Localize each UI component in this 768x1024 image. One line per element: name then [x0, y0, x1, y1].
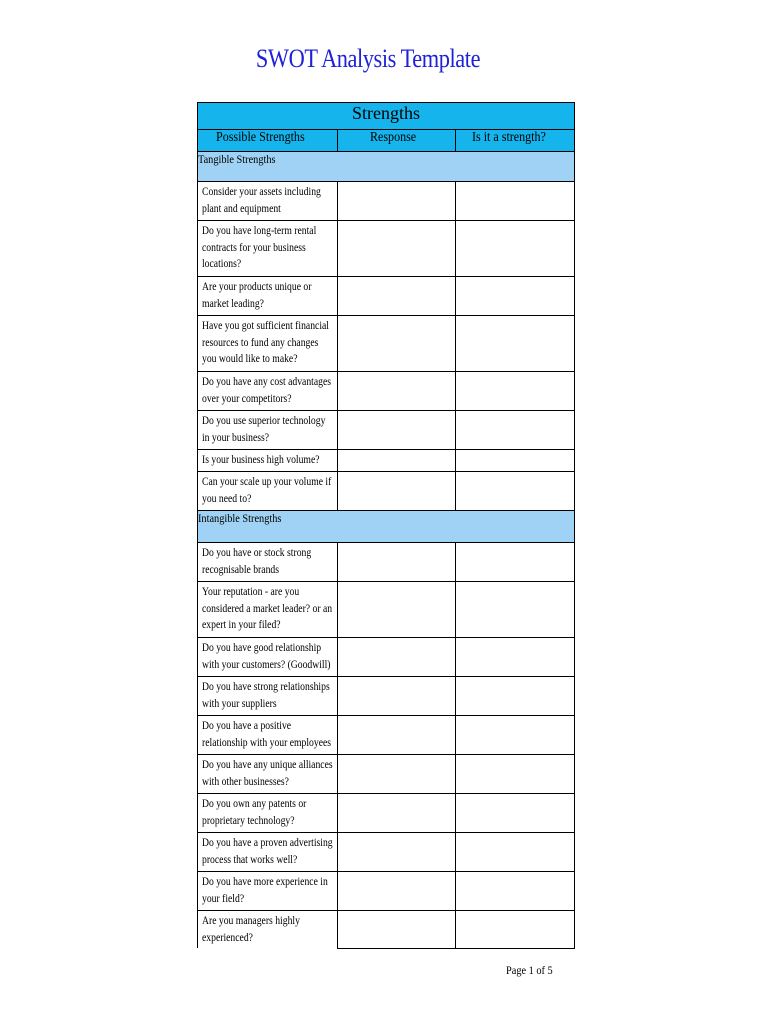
- table-row: [198, 411, 575, 450]
- table-row: [198, 872, 575, 911]
- question-text: Do you have or stock strong recognisable brands: [202, 547, 312, 576]
- column-header-label: Is it a strength?: [472, 130, 546, 145]
- response-cell[interactable]: [338, 677, 456, 716]
- group-label: [198, 152, 575, 182]
- response-cell[interactable]: [338, 794, 456, 833]
- column-header-is-strength: [456, 130, 575, 152]
- question-text: Can your scale up your volume if you need to?: [202, 476, 332, 505]
- question-cell: [198, 716, 338, 755]
- question-cell: [198, 277, 338, 316]
- section-header-row: [198, 103, 575, 130]
- question-text: Do you have a positive relationship with your employees: [202, 720, 332, 749]
- response-cell[interactable]: [338, 911, 456, 949]
- question-cell: [198, 411, 338, 450]
- table-row: [198, 582, 575, 638]
- group-label-text: Intangible Strengths: [198, 511, 282, 525]
- response-cell[interactable]: [338, 716, 456, 755]
- question-text: Do you have any unique alliances with other businesses?: [202, 759, 333, 788]
- table-row: [198, 833, 575, 872]
- is-strength-cell[interactable]: [456, 833, 575, 872]
- is-strength-cell[interactable]: [456, 221, 575, 277]
- document-title: SWOT Analysis Template: [255, 44, 481, 73]
- question-cell: [198, 316, 338, 372]
- is-strength-cell[interactable]: [456, 716, 575, 755]
- is-strength-cell[interactable]: [456, 755, 575, 794]
- response-cell[interactable]: [338, 543, 456, 582]
- question-cell: [198, 872, 338, 911]
- question-text: Are your products unique or market leading?: [202, 281, 312, 310]
- table-row: [198, 716, 575, 755]
- is-strength-cell[interactable]: [456, 638, 575, 677]
- section-title: Strengths: [198, 103, 575, 130]
- question-cell: [198, 372, 338, 411]
- question-cell: [198, 543, 338, 582]
- column-header-row: [198, 130, 575, 152]
- column-header-response: [338, 130, 456, 152]
- is-strength-cell[interactable]: [456, 450, 575, 472]
- swot-strengths-table: [197, 102, 575, 949]
- question-cell: [198, 450, 338, 472]
- is-strength-cell[interactable]: [456, 543, 575, 582]
- table-row: [198, 911, 575, 949]
- response-cell[interactable]: [338, 582, 456, 638]
- is-strength-cell[interactable]: [456, 182, 575, 221]
- response-cell[interactable]: [338, 872, 456, 911]
- question-cell: [198, 582, 338, 638]
- question-text: Is your business high volume?: [202, 454, 320, 466]
- question-text: Consider your assets including plant and equipment: [202, 186, 321, 215]
- response-cell[interactable]: [338, 221, 456, 277]
- question-text: Are you managers highly experienced?: [202, 915, 300, 944]
- question-text: Do you have any cost advantages over your competitors?: [202, 376, 332, 405]
- response-cell[interactable]: [338, 277, 456, 316]
- response-cell[interactable]: [338, 472, 456, 511]
- question-cell: [198, 221, 338, 277]
- question-text: Do you have a proven advertising process that works well?: [202, 837, 333, 866]
- is-strength-cell[interactable]: [456, 911, 575, 949]
- response-cell[interactable]: [338, 833, 456, 872]
- table-row: [198, 472, 575, 511]
- is-strength-cell[interactable]: [456, 316, 575, 372]
- question-cell: [198, 833, 338, 872]
- table-row: [198, 543, 575, 582]
- table-row: [198, 372, 575, 411]
- column-header-label: Possible Strengths: [215, 130, 305, 145]
- is-strength-cell[interactable]: [456, 794, 575, 833]
- group-label-text: Tangible Strengths: [198, 152, 276, 166]
- is-strength-cell[interactable]: [456, 472, 575, 511]
- question-cell: [198, 755, 338, 794]
- question-text: Do you own any patents or proprietary technology?: [202, 798, 307, 827]
- question-cell: [198, 794, 338, 833]
- table-row: [198, 221, 575, 277]
- question-cell: [198, 472, 338, 511]
- column-header-possible-strengths: [198, 130, 338, 152]
- question-text: Do you use superior technology in your business?: [202, 415, 326, 444]
- response-cell[interactable]: [338, 638, 456, 677]
- question-text: Do you have long-term rental contracts for your business locations?: [202, 225, 317, 270]
- group-row-intangible: [198, 511, 575, 543]
- question-text: Do you have good relationship with your customers? (Goodwill): [202, 642, 331, 671]
- question-text: Do you have strong relationships with your suppliers: [202, 681, 330, 710]
- question-text: Do you have more experience in your field?: [202, 876, 328, 905]
- table-row: [198, 316, 575, 372]
- response-cell[interactable]: [338, 450, 456, 472]
- is-strength-cell[interactable]: [456, 372, 575, 411]
- question-cell: [198, 677, 338, 716]
- is-strength-cell[interactable]: [456, 277, 575, 316]
- is-strength-cell[interactable]: [456, 677, 575, 716]
- question-cell: [198, 638, 338, 677]
- group-label: [198, 511, 575, 543]
- question-cell: [198, 182, 338, 221]
- table-row: [198, 450, 575, 472]
- is-strength-cell[interactable]: [456, 872, 575, 911]
- table-row: [198, 794, 575, 833]
- response-cell[interactable]: [338, 182, 456, 221]
- question-text: Your reputation - are you considered a market leader? or an expert in your filed?: [202, 586, 333, 631]
- response-cell[interactable]: [338, 755, 456, 794]
- table-row: [198, 677, 575, 716]
- page-number: Page 1 of 5: [506, 963, 553, 977]
- is-strength-cell[interactable]: [456, 582, 575, 638]
- question-cell: [198, 911, 338, 949]
- table-row: [198, 182, 575, 221]
- table-row: [198, 638, 575, 677]
- group-row-tangible: [198, 152, 575, 182]
- is-strength-cell[interactable]: [456, 411, 575, 450]
- column-header-label: Response: [369, 130, 416, 145]
- question-text: Have you got sufficient financial resources to fund any changes you would like to make?: [202, 320, 329, 365]
- response-cell[interactable]: [338, 316, 456, 372]
- table-row: [198, 277, 575, 316]
- table-row: [198, 755, 575, 794]
- response-cell[interactable]: [338, 411, 456, 450]
- response-cell[interactable]: [338, 372, 456, 411]
